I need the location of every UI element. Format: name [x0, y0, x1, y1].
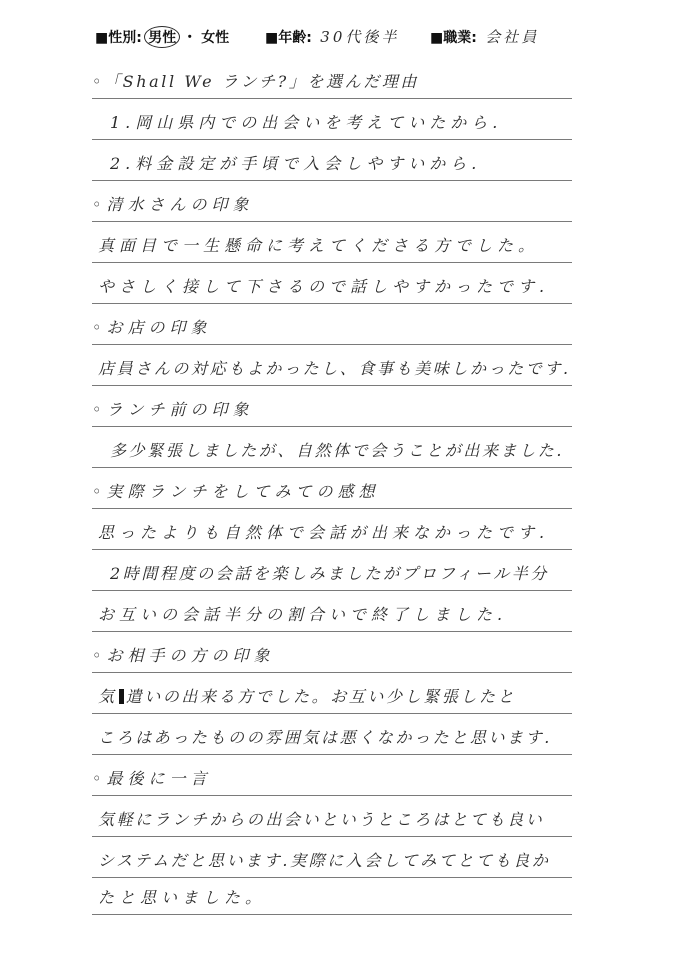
section-heading-partner-impression: [92, 638, 582, 672]
handwritten-text: ◦ランチ前の印象: [92, 400, 254, 419]
ruled-line: [92, 713, 572, 714]
handwritten-text: 多少緊張しましたが、自然体で会うことが出来ました.: [110, 441, 565, 460]
handwritten-text: 思ったよりも自然体で会話が出来なかったです.: [98, 523, 550, 542]
ruled-line: [92, 139, 572, 140]
answer-line: [92, 269, 582, 303]
handwritten-text: ◦実際ランチをしてみての感想: [92, 482, 380, 501]
handwritten-text: ◦お相手の方の印象: [92, 646, 275, 665]
redaction-mark: [119, 689, 124, 704]
gender-female-option: 女性: [201, 30, 230, 46]
handwritten-text: システムだと思います.実際に入会してみてとても良か: [98, 851, 551, 870]
ruled-line: [92, 836, 572, 837]
occupation-field: [430, 26, 539, 47]
answer-line: [92, 802, 582, 836]
gender-separator: ・: [182, 30, 197, 46]
gender-label: ■性別:: [95, 30, 142, 46]
handwritten-text: やさしく接して下さるので話しやすかったです.: [98, 277, 550, 296]
handwritten-text: 2.料金設定が手頃で入会しやすいから.: [110, 154, 482, 173]
handwritten-text: 遣いの出来る方でした。お互い少し緊張したと: [125, 687, 517, 706]
answer-line: [92, 351, 582, 385]
answer-line: [92, 515, 582, 549]
ruled-line: [92, 795, 572, 796]
ruled-line: [92, 426, 572, 427]
occupation-label: ■職業:: [430, 30, 477, 46]
handwritten-text: ◦最後に一言: [92, 769, 212, 788]
answer-line: [92, 433, 582, 467]
gender-male-option-circled: 男性: [144, 26, 180, 48]
handwritten-text: 真面目で一生懸命に考えてくださる方でした。: [98, 236, 540, 255]
section-heading-reason: [92, 64, 582, 98]
age-value: 30代後半: [320, 28, 400, 46]
section-heading-lunch-feedback: [92, 474, 582, 508]
handwritten-text: 1.岡山県内での出会いを考えていたから.: [110, 113, 503, 132]
section-heading-restaurant: [92, 310, 582, 344]
handwritten-text: ころはあったものの雰囲気は悪くなかったと思います.: [98, 728, 552, 747]
section-heading-final-words: [92, 761, 582, 795]
answer-line: [92, 105, 582, 139]
answer-line: [92, 880, 582, 914]
answer-line: [92, 556, 582, 590]
ruled-line: [92, 590, 572, 591]
ruled-line: [92, 221, 572, 222]
age-label: ■年齢:: [265, 30, 312, 46]
handwritten-text: 店員さんの対応もよかったし、食事も美味しかったです.: [98, 359, 571, 378]
ruled-line: [92, 344, 572, 345]
handwritten-text: ◦「Shall We ランチ?」を選んだ理由: [92, 72, 420, 91]
handwritten-text: 2時間程度の会話を楽しみましたがプロフィール半分: [110, 564, 549, 583]
answer-line: [92, 679, 582, 713]
ruled-line: [92, 262, 572, 263]
handwritten-text: ◦お店の印象: [92, 318, 212, 337]
answer-line-with-redaction: [98, 684, 516, 707]
handwritten-text: お互いの会話半分の割合いで終了しました.: [98, 605, 508, 624]
ruled-line: [92, 672, 572, 673]
ruled-line: [92, 508, 572, 509]
section-heading-before-lunch: [92, 392, 582, 426]
occupation-value: 会社員: [485, 28, 540, 46]
ruled-line: [92, 631, 572, 632]
ruled-line: [92, 385, 572, 386]
handwritten-text: 気軽にランチからの出会いというところはとても良い: [98, 810, 545, 829]
gender-field: [95, 26, 229, 48]
ruled-line: [92, 98, 572, 99]
answer-line: [92, 843, 582, 877]
ruled-line: [92, 877, 572, 878]
ruled-line: [92, 303, 572, 304]
handwritten-text: ◦清水さんの印象: [92, 195, 254, 214]
ruled-line: [92, 467, 572, 468]
ruled-line: [92, 549, 572, 550]
ruled-line: [92, 754, 572, 755]
section-heading-staff-impression: [92, 187, 582, 221]
handwritten-text: たと思いました。: [98, 888, 267, 907]
respondent-header: [95, 22, 655, 46]
handwritten-text: 気: [98, 687, 117, 706]
answer-line: [92, 146, 582, 180]
answer-line: [92, 597, 582, 631]
age-field: [265, 26, 399, 47]
ruled-line: [92, 180, 572, 181]
answer-line: [92, 720, 582, 754]
answer-line: [92, 228, 582, 262]
ruled-line: [92, 914, 572, 915]
